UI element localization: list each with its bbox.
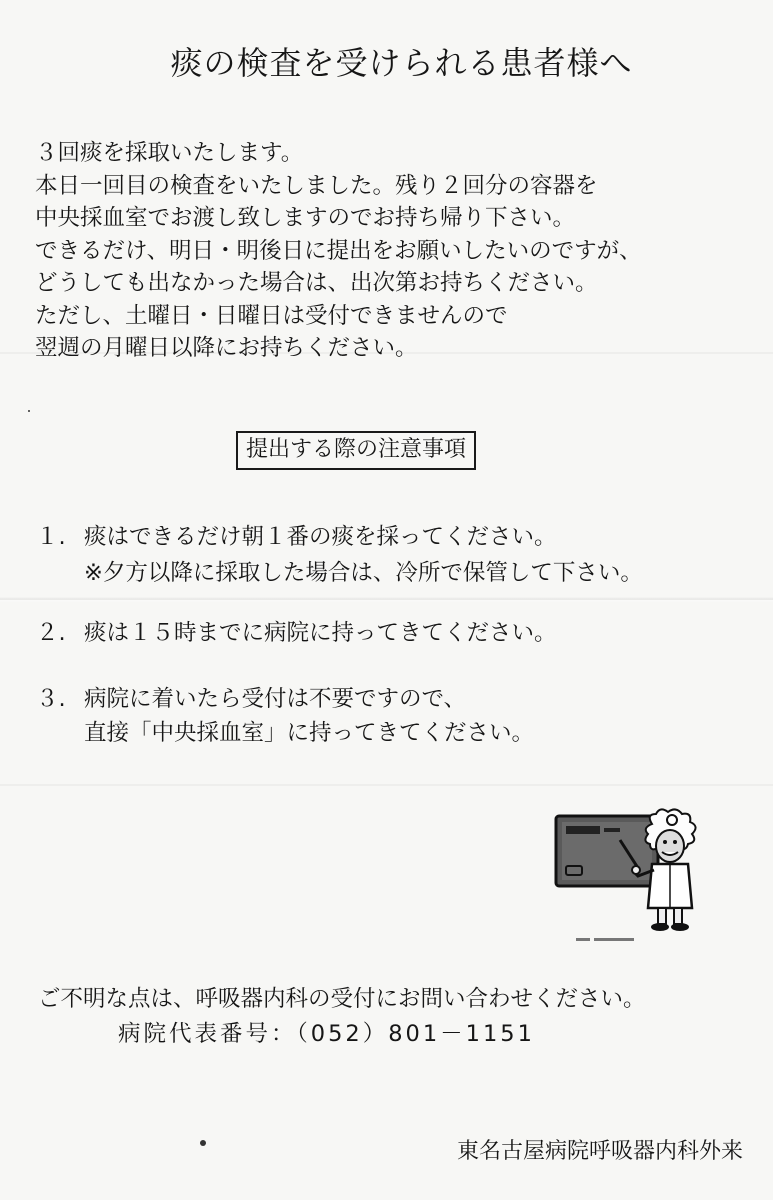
intro-paragraph	[35, 137, 755, 365]
note-number: ３.	[36, 686, 66, 712]
intro-line: 翌週の月曜日以降にお持ちください。	[35, 335, 418, 361]
intro-line: 中央採血室でお渡し致しますのでお持ち帰り下さい。	[35, 205, 576, 231]
intro-line: ３回痰を採取いたします。	[35, 140, 304, 166]
document-title: 痰の検査を受けられる患者様へ	[170, 44, 633, 82]
note-number: １.	[36, 524, 66, 550]
note-number: ２.	[36, 620, 66, 646]
paper-speck	[200, 1140, 206, 1146]
note-line: 痰は１５時までに病院に持ってきてください。	[84, 620, 557, 646]
paper-fold-line	[0, 597, 773, 602]
phone-number: 病院代表番号：（052）801－1151	[118, 1021, 535, 1047]
inquiry-text: ご不明な点は、呼吸器内科の受付にお問い合わせください。	[38, 986, 646, 1012]
intro-line: できるだけ、明日・明後日に提出をお願いしたいのですが、	[35, 237, 642, 264]
section-heading: 提出する際の注意事項	[236, 431, 476, 470]
note-line: 痰はできるだけ朝１番の痰を採ってください。	[84, 524, 557, 550]
doctor-teacher-illustration	[552, 808, 712, 948]
note-line: ※夕方以降に採取した場合は、冷所で保管して下さい。	[84, 560, 643, 586]
note-line: 直接「中央採血室」に持ってきてください。	[84, 720, 535, 746]
department-footer: 東名古屋病院呼吸器内科外来	[456, 1139, 743, 1164]
note-line: 病院に着いたら受付は不要ですので、	[84, 686, 467, 712]
intro-line: ただし、土曜日・日曜日は受付できませんので	[35, 302, 508, 329]
intro-line: どうしても出なかった場合は、出次第お持ちください。	[35, 270, 598, 296]
paper-speck	[28, 410, 30, 412]
paper-crease	[0, 784, 773, 786]
intro-line: 本日一回目の検査をいたしました。残り２回分の容器を	[35, 172, 598, 199]
